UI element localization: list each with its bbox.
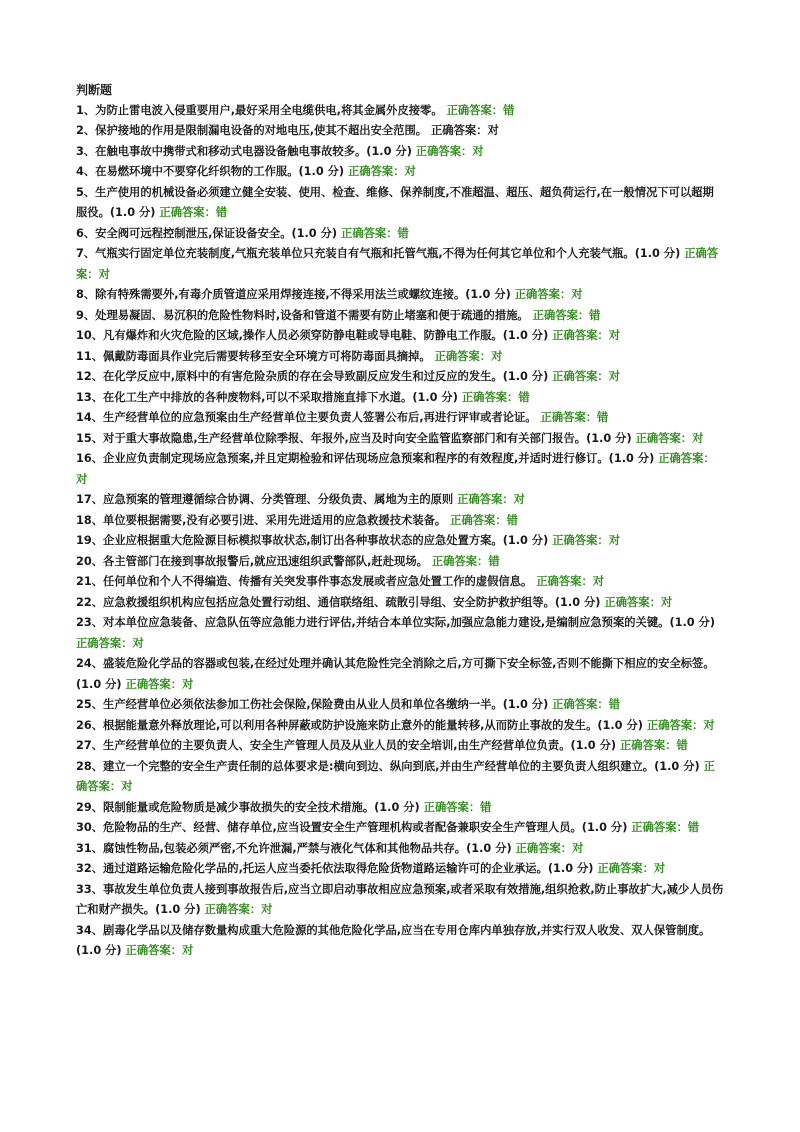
question-text: 9、处理易凝固、易沉积的危险性物料时,设备和管道不需要有防止堵塞和便于疏通的措施。 xyxy=(76,308,529,322)
question-item xyxy=(76,101,724,122)
question-text: 3、在触电事故中携带式和移动式电器设备触电事故较多。(1.0 分) xyxy=(76,144,412,158)
answer-label: 正确答案：对 xyxy=(76,636,144,650)
answer-label: 正确答案：错 xyxy=(431,554,500,568)
answer-label: 正确答案：错 xyxy=(532,308,601,322)
answer-label: 正确答案：对 xyxy=(646,718,715,732)
question-item xyxy=(76,839,724,860)
question-text: 5、生产使用的机械设备必须建立健全安装、使用、检查、维修、保养制度,不准超温、超压、超负荷运行,在一般情况下可以超期服役。(1.0 分) xyxy=(76,185,714,219)
question-text: 17、应急预案的管理遵循综合协调、分类管理、分级负责、属地为主的原则 xyxy=(76,493,454,506)
question-text: 33、事故发生单位负责人接到事故报告后,应当立即启动事故相应应急预案,或者采取有效措施,组织抢救,防止事故扩大,减少人员伤亡和财产损失。(1.0 分) xyxy=(76,882,724,916)
answer-label: 正确答案：错 xyxy=(461,390,530,404)
answer-label: 正确答案：对 xyxy=(204,903,273,916)
answer-label: 正确答案：错 xyxy=(450,513,518,527)
answer-label: 正确答案：对 xyxy=(514,288,583,301)
question-text: 8、除有特殊需要外,有毒介质管道应采用焊接连接,不得采用法兰或螺纹连接。(1.0 分) xyxy=(76,288,511,301)
question-item xyxy=(76,244,724,285)
question-text: 20、各主管部门在接到事故报警后,就应迅速组织武警部队,赶赴现场。 xyxy=(76,554,428,568)
answer-label: 正确答案：错 xyxy=(620,739,688,752)
answer-label: 正确答案：对 xyxy=(76,452,715,486)
question-text: 1、为防止雷电波入侵重要用户,最好采用全电缆供电,将其金属外皮接零。 xyxy=(76,103,443,117)
answer-label: 正确答案：对 xyxy=(635,431,704,445)
question-item xyxy=(76,613,724,654)
answer-label: 正确答案：对 xyxy=(431,124,499,137)
question-text: 10、凡有爆炸和火灾危险的区域,操作人员必须穿防静电鞋或导电鞋、防静电工作服。(1.0 分) xyxy=(76,329,549,342)
question-item xyxy=(76,429,724,450)
question-text: 30、危险物品的生产、经营、储存单位,应当设置安全生产管理机构或者配备兼职安全生产管理人员。(1.0 分) xyxy=(76,821,628,834)
answer-label: 正确答案：对 xyxy=(348,165,416,178)
question-item xyxy=(76,367,724,388)
question-text: 31、腐蚀性物品,包装必须严密,不允许泄漏,严禁与液化气体和其他物品共存。(1.0 分) xyxy=(76,841,512,855)
question-item xyxy=(76,408,724,429)
question-text: 13、在化工生产中排放的各种废物料,可以不采取措施直排下水道。(1.0 分) xyxy=(76,390,458,404)
answer-label: 正确答案：对 xyxy=(76,759,715,793)
answer-label: 正确答案：错 xyxy=(446,103,515,117)
answer-label: 正确答案：对 xyxy=(597,862,666,875)
question-text: 26、根据能量意外释放理论,可以利用各种屏蔽或防护设施来防止意外的能量转移,从而防止事故的发生。(1.0 分) xyxy=(76,718,643,732)
question-item xyxy=(76,818,724,839)
answer-label: 正确答案：错 xyxy=(423,800,492,814)
answer-label: 正确答案：对 xyxy=(515,841,584,855)
question-text: 23、对本单位应急装备、应急队伍等应急能力进行评估,并结合本单位实际,加强应急能力建设,是编制应急预案的关键。(1.0 分) xyxy=(76,616,716,629)
question-text: 4、在易燃环境中不要穿化纤织物的工作服。(1.0 分) xyxy=(76,165,345,178)
question-item xyxy=(76,142,724,163)
question-text: 6、安全阀可远程控制泄压,保证设备安全。(1.0 分) xyxy=(76,226,338,240)
question-text: 27、生产经营单位的主要负责人、安全生产管理人员及从业人员的安全培训,由生产经营单位负责。(1.0 分) xyxy=(76,739,617,752)
answer-label: 正确答案：错 xyxy=(552,698,621,711)
answer-label: 正确答案：错 xyxy=(540,411,609,424)
document-page xyxy=(76,80,724,962)
question-item xyxy=(76,572,724,593)
section-heading: 判断题 xyxy=(76,83,113,97)
question-item xyxy=(76,593,724,614)
question-text: 16、企业应负责制定现场应急预案,并且定期检验和评估现场应急预案和程序的有效程度,并适时进行修订。(1.0 分) xyxy=(76,452,655,465)
question-item xyxy=(76,224,724,245)
question-text: 15、对于重大事故隐患,生产经营单位除季报、年报外,应当及时向安全监管监察部门和有关部门报告。(1.0 分) xyxy=(76,431,632,445)
question-item xyxy=(76,388,724,409)
question-item xyxy=(76,121,724,142)
answer-label: 正确答案：错 xyxy=(159,206,228,219)
question-item xyxy=(76,654,724,695)
question-text: 22、应急救援组织机构应包括应急处置行动组、通信联络组、疏散引导组、安全防护救护组等。(1.0 分) xyxy=(76,595,601,609)
question-text: 24、盛装危险化学品的容器或包装,在经过处理并确认其危险性完全消除之后,方可撕下安全标签,否则不能撕下相应的安全标签。(1.0 分) xyxy=(76,657,715,691)
question-text: 14、生产经营单位的应急预案由生产经营单位主要负责人签署公布后,再进行评审或者论证。 xyxy=(76,411,537,424)
question-item xyxy=(76,798,724,819)
answer-label: 正确答案：对 xyxy=(604,595,673,609)
answer-label: 正确答案：对 xyxy=(552,329,621,342)
answer-label: 正确答案：对 xyxy=(125,944,194,957)
question-text: 12、在化学反应中,原料中的有害危险杂质的存在会导致副反应发生和过反应的发生。(1.0 分) xyxy=(76,370,549,383)
question-text: 21、任何单位和个人不得编造、传播有关突发事件事态发展或者应急处置工作的虚假信息。 xyxy=(76,575,533,588)
question-item xyxy=(76,285,724,306)
question-text: 18、单位要根据需要,没有必要引进、采用先进适用的应急救援技术装备。 xyxy=(76,513,447,527)
answer-label: 正确答案：对 xyxy=(434,349,503,363)
question-item xyxy=(76,921,724,962)
answer-label: 正确答案：对 xyxy=(457,493,525,506)
answer-label: 正确答案：对 xyxy=(125,677,194,691)
question-item xyxy=(76,859,724,880)
question-item xyxy=(76,695,724,716)
question-text: 28、建立一个完整的安全生产责任制的总体要求是:横向到边、纵向到底,并由生产经营单位的主要负责人组织建立。(1.0 分) xyxy=(76,759,700,773)
answer-label: 正确答案：错 xyxy=(341,226,409,240)
question-text: 34、剧毒化学品以及储存数量构成重大危险源的其他危险化学品,应当在专用仓库内单独存放,并实行双人收发、双人保管制度。(1.0 分) xyxy=(76,923,711,957)
answer-label: 正确答案：对 xyxy=(76,247,719,281)
question-item xyxy=(76,347,724,368)
answer-label: 正确答案：对 xyxy=(415,144,484,158)
question-item xyxy=(76,736,724,757)
question-item xyxy=(76,552,724,573)
question-text: 7、气瓶实行固定单位充装制度,气瓶充装单位只充装自有气瓶和托管气瓶,不得为任何其它单位和个人充装气瓶。(1.0 分) xyxy=(76,247,681,260)
question-item xyxy=(76,531,724,552)
question-text: 29、限制能量或危险物质是减少事故损失的安全技术措施。(1.0 分) xyxy=(76,800,420,814)
question-text: 19、企业应根据重大危险源目标模拟事故状态,制订出各种事故状态的应急处置方案。(1.0 分) xyxy=(76,534,549,547)
answer-label: 正确答案：错 xyxy=(631,821,700,834)
question-text: 2、保护接地的作用是限制漏电设备的对地电压,使其不超出安全范围。 xyxy=(76,124,428,137)
question-text: 25、生产经营单位必须依法参加工伤社会保险,保险费由从业人员和单位各缴纳一半。(1.0 分) xyxy=(76,698,549,711)
question-text: 11、佩戴防毒面具作业完后需要转移至安全环境方可将防毒面具摘掉。 xyxy=(76,349,431,363)
answer-label: 正确答案：对 xyxy=(552,534,621,547)
answer-label: 正确答案：对 xyxy=(552,370,621,383)
question-item xyxy=(76,449,724,490)
question-item xyxy=(76,757,724,798)
question-text: 32、通过道路运输危险化学品的,托运人应当委托依法取得危险货物道路运输许可的企业承运。(1.0 分) xyxy=(76,862,594,875)
question-item xyxy=(76,716,724,737)
question-item xyxy=(76,162,724,183)
question-item xyxy=(76,490,724,511)
answer-label: 正确答案：对 xyxy=(536,575,605,588)
question-item xyxy=(76,880,724,921)
question-item xyxy=(76,511,724,532)
question-item xyxy=(76,306,724,327)
question-item xyxy=(76,326,724,347)
question-item xyxy=(76,183,724,224)
question-list xyxy=(76,101,724,962)
